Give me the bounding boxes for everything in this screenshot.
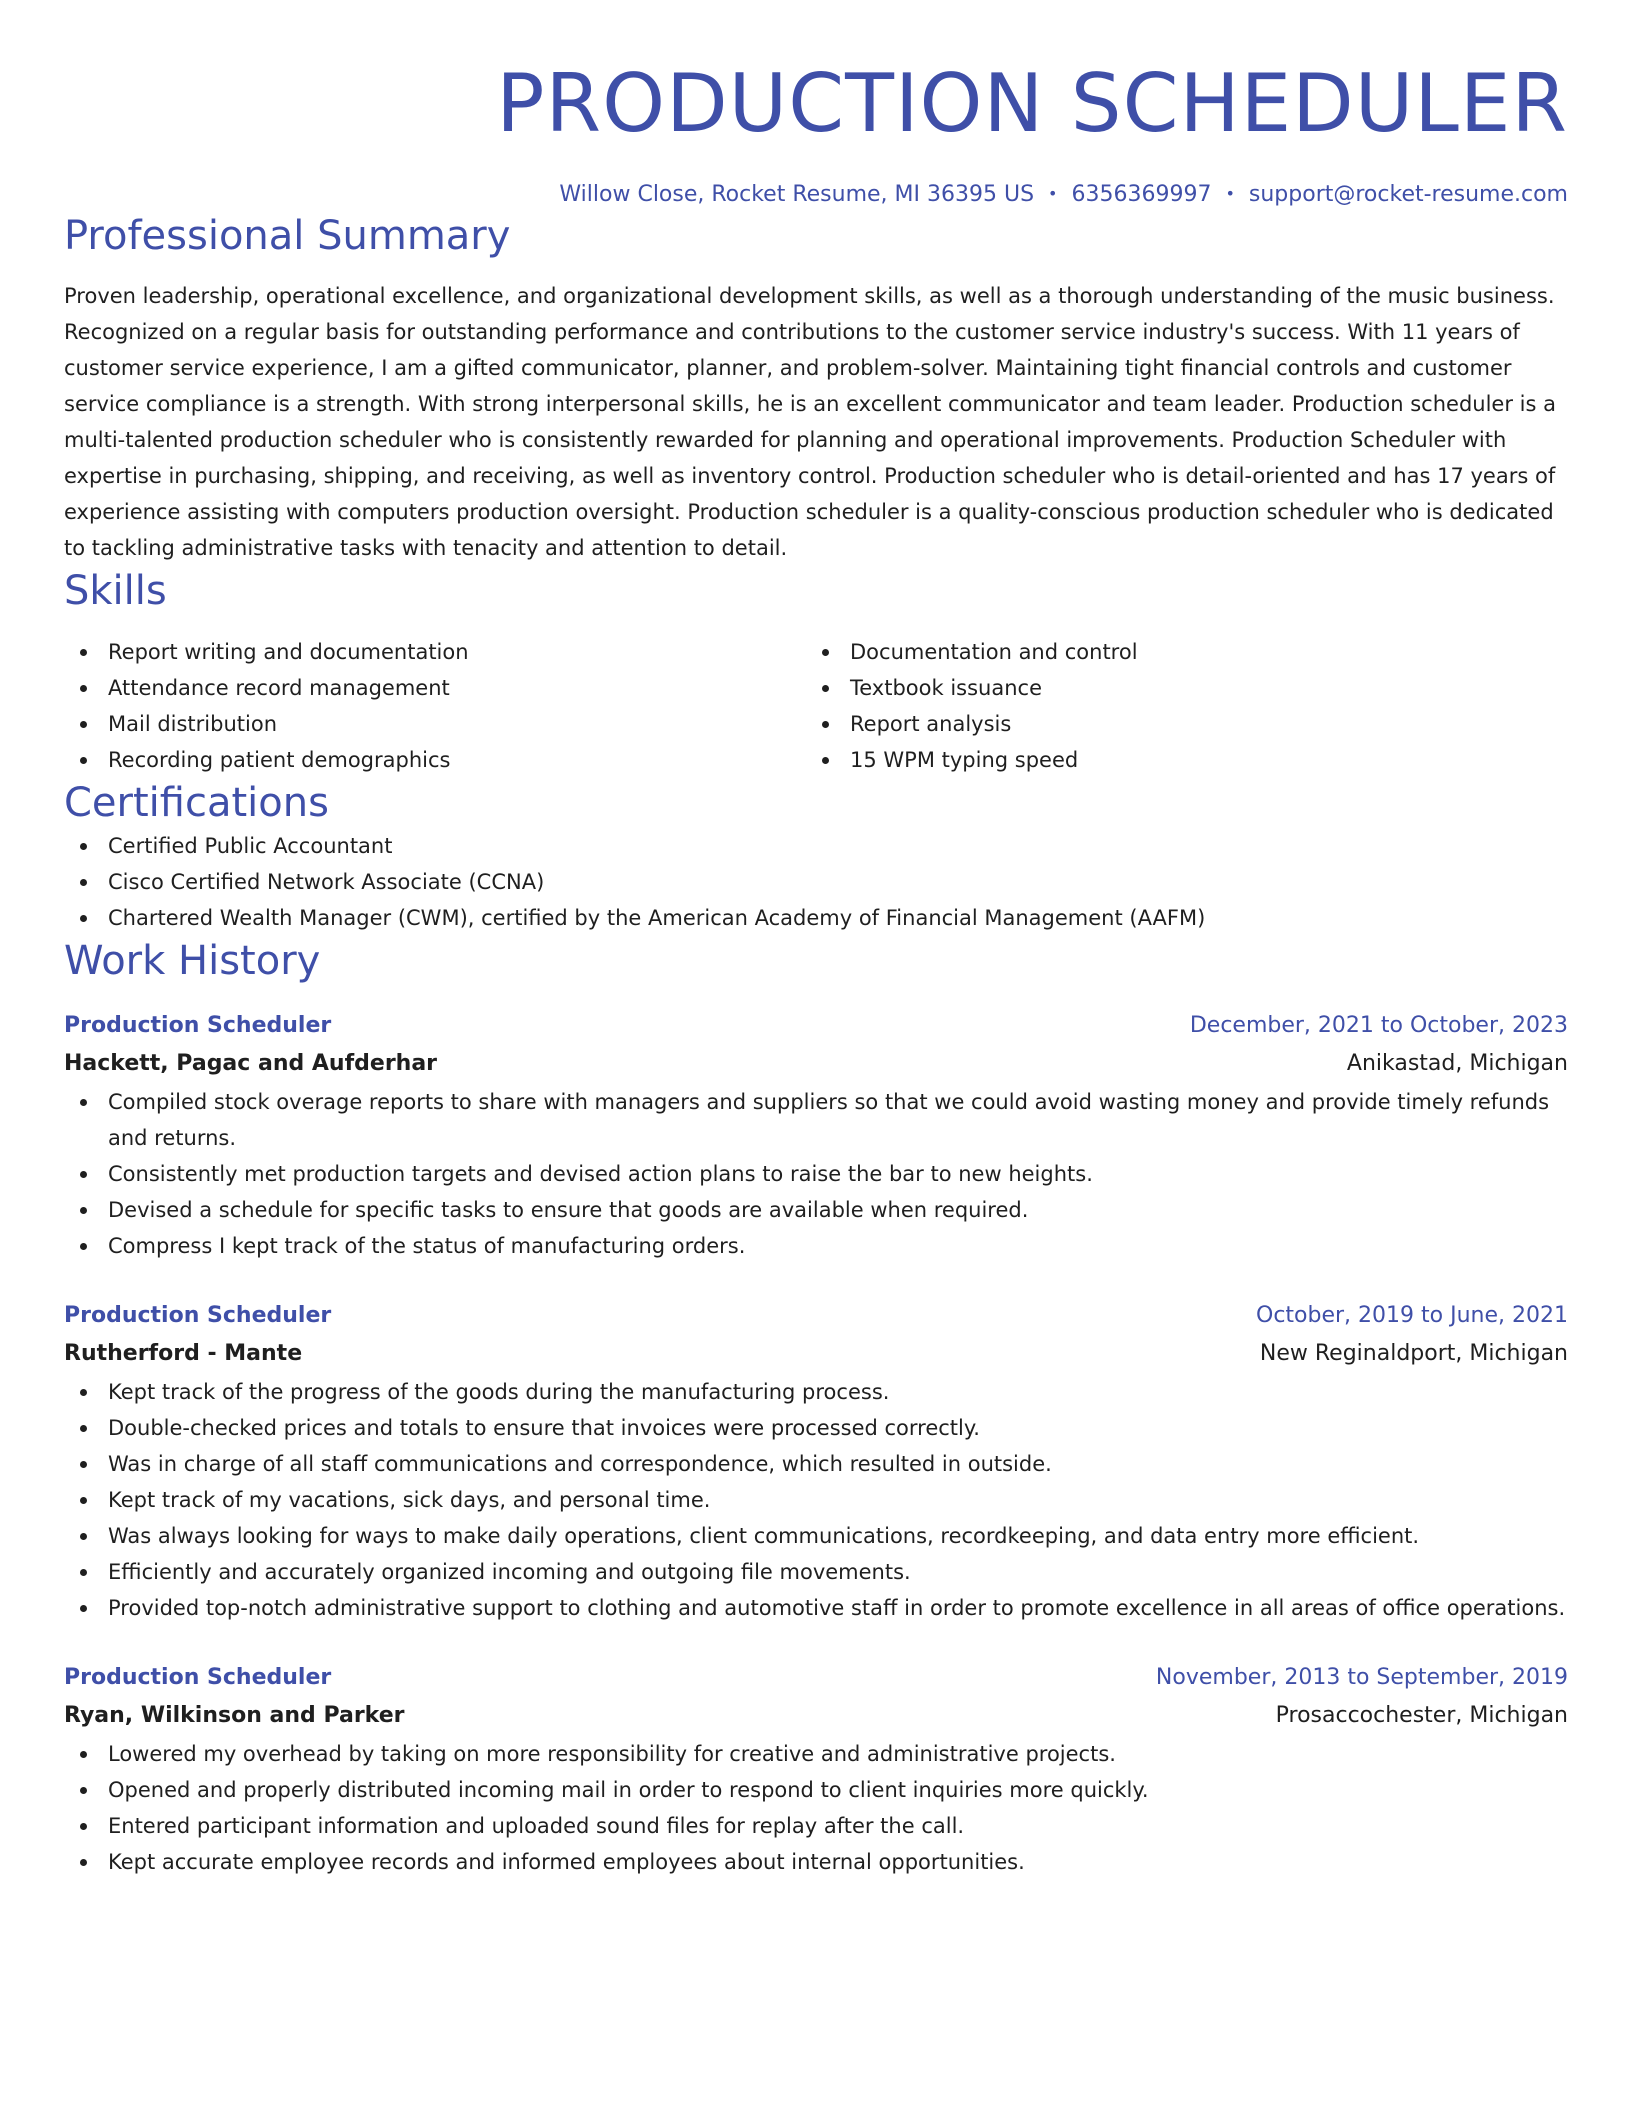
job-title: Production Scheduler bbox=[64, 1013, 332, 1038]
summary-text: Proven leadership, operational excellence, and organizational development skills, as well as a thorough understanding of the music business. Recognized on a regular basis for outstanding performance and contributions to the customer service industry's success. With 11 years of customer service experience, I am a gifted communicator, planner, and problem-solver. Maintaining tight financial controls and customer service compliance is a strength. With strong interpersonal skills, he is an excellent communicator and team leader. Production scheduler is a multi-talented production scheduler who is consistently rewarded for planning and operational improvements. Production Scheduler with expertise in purchasing, shipping, and receiving, as well as inventory control. Production scheduler who is detail-oriented and has 17 years of experience assisting with computers production oversight. Production scheduler is a quality-conscious production scheduler who is dedicated to tackling administrative tasks with tenacity and attention to detail. bbox=[64, 284, 1556, 560]
certifications-list bbox=[64, 828, 1568, 936]
job-duty-item: Kept track of my vacations, sick days, and personal time. bbox=[64, 1482, 1568, 1518]
job-dates: November, 2013 to September, 2019 bbox=[1155, 1665, 1568, 1690]
job-company: Ryan, Wilkinson and Parker bbox=[64, 1703, 405, 1728]
contact-line bbox=[64, 178, 1568, 211]
job-location: Anikastad, Michigan bbox=[1346, 1051, 1568, 1076]
job-entry bbox=[64, 1008, 1568, 1264]
job-duty-item: Opened and properly distributed incoming mail in order to respond to client inquiries more quickly. bbox=[64, 1772, 1568, 1808]
job-duty-item: Consistently met production targets and devised action plans to raise the bar to new heights. bbox=[64, 1156, 1568, 1192]
job-title: Production Scheduler bbox=[64, 1665, 332, 1690]
skills-heading: Skills bbox=[64, 568, 167, 614]
job-title-row bbox=[64, 1008, 1568, 1044]
job-location: Prosaccochester, Michigan bbox=[1275, 1703, 1568, 1728]
skills-list-right bbox=[806, 634, 1548, 778]
job-company: Rutherford - Mante bbox=[64, 1341, 303, 1366]
job-duty-item: Compress I kept track of the status of manufacturing orders. bbox=[64, 1228, 1568, 1264]
job-company: Hackett, Pagac and Aufderhar bbox=[64, 1051, 438, 1076]
job-duties-list bbox=[64, 1084, 1568, 1264]
skill-item: 15 WPM typing speed bbox=[806, 742, 1548, 778]
job-entry bbox=[64, 1660, 1568, 1880]
contact-phone: 6356369997 bbox=[1071, 182, 1212, 207]
skill-item: Textbook issuance bbox=[806, 670, 1548, 706]
certifications-heading: Certifications bbox=[64, 780, 329, 826]
job-entry bbox=[64, 1298, 1568, 1626]
job-company-row bbox=[64, 1334, 1568, 1374]
certifications-section bbox=[64, 778, 1568, 936]
job-duty-item: Kept track of the progress of the goods during the manufacturing process. bbox=[64, 1374, 1568, 1410]
job-duty-item: Compiled stock overage reports to share with managers and suppliers so that we could avoid wasting money and provide timely refunds and returns. bbox=[64, 1084, 1568, 1156]
contact-email[interactable]: support@rocket-resume.com bbox=[1248, 182, 1568, 207]
resume-page bbox=[64, 0, 1568, 1880]
skill-item: Report analysis bbox=[806, 706, 1548, 742]
job-location: New Reginaldport, Michigan bbox=[1259, 1341, 1568, 1366]
skill-item: Mail distribution bbox=[64, 706, 806, 742]
certification-item: Certified Public Accountant bbox=[64, 828, 1568, 864]
contact-separator: • bbox=[1225, 184, 1235, 203]
job-duty-item: Was in charge of all staff communications and correspondence, which resulted in outside. bbox=[64, 1446, 1568, 1482]
skills-grid bbox=[64, 634, 1568, 778]
summary-section bbox=[64, 211, 1568, 566]
job-dates: December, 2021 to October, 2023 bbox=[1189, 1013, 1568, 1038]
skill-item: Documentation and control bbox=[806, 634, 1548, 670]
job-duties-list bbox=[64, 1736, 1568, 1880]
skills-column-left bbox=[64, 634, 806, 778]
job-duty-item: Kept accurate employee records and informed employees about internal opportunities. bbox=[64, 1844, 1568, 1880]
job-duty-item: Was always looking for ways to make daily operations, client communications, recordkeeping, and data entry more efficient. bbox=[64, 1518, 1568, 1554]
certification-item: Chartered Wealth Manager (CWM), certified by the American Academy of Financial Management (AAFM) bbox=[64, 900, 1568, 936]
job-duties-list bbox=[64, 1374, 1568, 1626]
skill-item: Report writing and documentation bbox=[64, 634, 806, 670]
job-duty-item: Devised a schedule for specific tasks to ensure that goods are available when required. bbox=[64, 1192, 1568, 1228]
job-duty-item: Provided top-notch administrative support to clothing and automotive staff in order to promote excellence in all areas of office operations. bbox=[64, 1590, 1568, 1626]
job-duty-item: Efficiently and accurately organized incoming and outgoing file movements. bbox=[64, 1554, 1568, 1590]
job-title-row bbox=[64, 1660, 1568, 1696]
job-duty-item: Entered participant information and uploaded sound files for replay after the call. bbox=[64, 1808, 1568, 1844]
job-dates: October, 2019 to June, 2021 bbox=[1256, 1303, 1568, 1328]
contact-address: Willow Close, Rocket Resume, MI 36395 US bbox=[559, 182, 1035, 207]
skills-list-left bbox=[64, 634, 806, 778]
work-history-heading: Work History bbox=[64, 938, 321, 984]
job-company-row bbox=[64, 1696, 1568, 1736]
job-company-row bbox=[64, 1044, 1568, 1084]
skills-section bbox=[64, 566, 1568, 778]
resume-name: PRODUCTION SCHEDULER bbox=[496, 57, 1568, 150]
job-title-row bbox=[64, 1298, 1568, 1334]
job-duty-item: Lowered my overhead by taking on more responsibility for creative and administrative projects. bbox=[64, 1736, 1568, 1772]
work-history-section bbox=[64, 936, 1568, 1880]
job-duty-item: Double-checked prices and totals to ensure that invoices were processed correctly. bbox=[64, 1410, 1568, 1446]
summary-heading: Professional Summary bbox=[64, 213, 511, 259]
skills-column-right bbox=[806, 634, 1548, 778]
certification-item: Cisco Certified Network Associate (CCNA) bbox=[64, 864, 1568, 900]
skill-item: Recording patient demographics bbox=[64, 742, 806, 778]
job-title: Production Scheduler bbox=[64, 1303, 332, 1328]
skill-item: Attendance record management bbox=[64, 670, 806, 706]
contact-separator: • bbox=[1048, 184, 1058, 203]
